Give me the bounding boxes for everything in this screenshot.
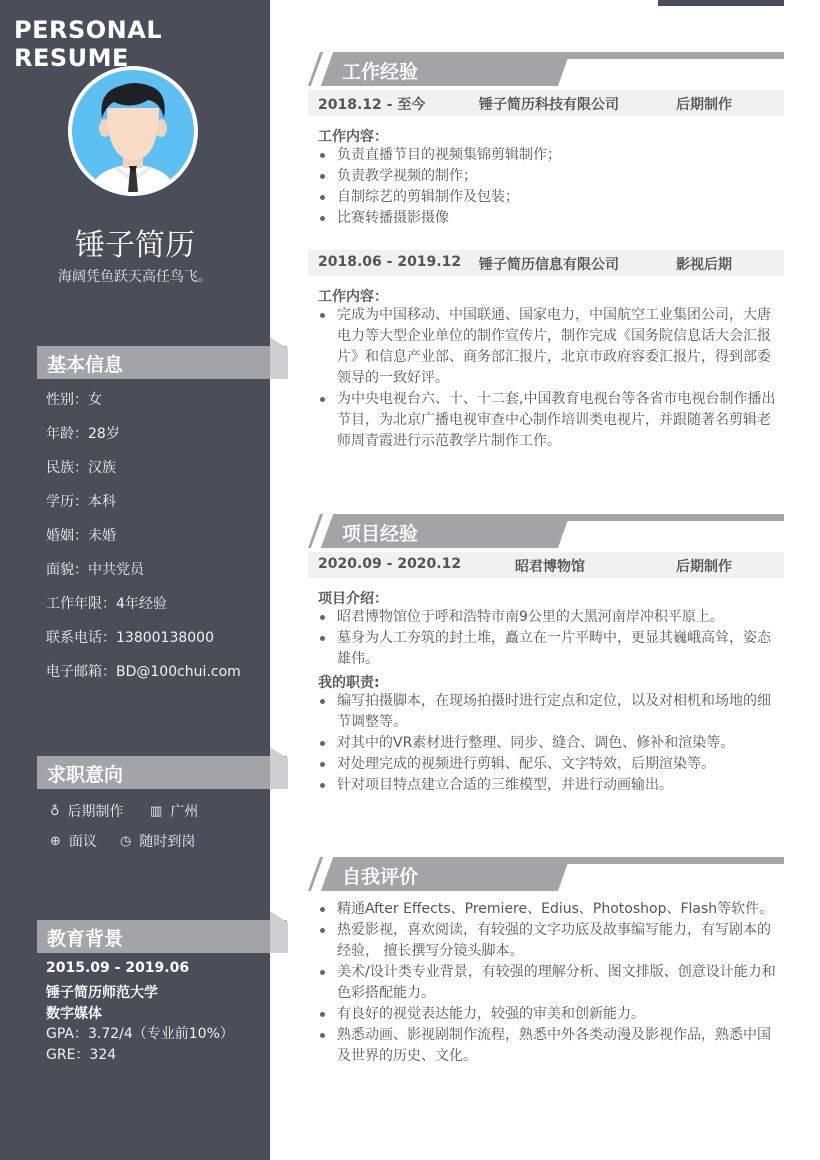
basic-info-header: [37, 346, 287, 379]
info-phone[interactable]: 联系电话：13800138000: [46, 630, 214, 646]
work-section-header: [308, 52, 784, 86]
list-item: 自制综艺的剪辑制作及包装；: [318, 187, 778, 208]
top-accent-bar: [658, 0, 784, 6]
project-entry-header: [308, 552, 784, 578]
edu-gpa: GPA：3.72/4（专业前10%）: [46, 1026, 234, 1042]
project-intro-label: 项目介绍：: [318, 591, 388, 607]
job-intent-header: [37, 756, 287, 789]
intent-availability-text: 随时到岗: [139, 834, 196, 850]
info-degree: 学历：本科: [46, 494, 116, 510]
list-item: 为中央电视台六、十、十二套,中国教育电视台等各省市电视台制作播出节目，为北京广播电视审查中心制作培训类电视片，并跟随著名剪辑老师周青霞进行示范教学片制作工作。: [318, 389, 778, 452]
sidebar: [0, 0, 270, 1160]
project-period: 2020.09 - 2020.12: [318, 556, 462, 572]
edu-gre: GRE：324: [46, 1047, 117, 1063]
intent-salary-text: 面议: [68, 834, 97, 850]
building-icon: ▥: [150, 803, 163, 819]
header-line: [558, 514, 784, 521]
list-item: 比赛转播摄影摄像: [318, 208, 778, 229]
list-item: 熟悉动画、影视剧制作流程，熟悉中外各类动漫及影视作品，熟悉中国及世界的历史、文化。: [318, 1025, 778, 1067]
list-item: 完成为中国移动、中国联通、国家电力，中国航空工业集团公司，大唐电力等大型企业单位的制作宣传片，制作完成《国务院信息话大会汇报片》和信息产业部、商务部汇报片，北京市政府容委汇报片，得到部委领导的一致好评。: [318, 305, 778, 389]
list-item: 美术/设计类专业背景，有较强的理解分析、图文排版、创意设计能力和色彩搭配能力。: [318, 962, 778, 1004]
header-tab-decoration: [270, 337, 288, 379]
work-1-role: 后期制作: [676, 97, 732, 113]
avatar: [68, 66, 198, 196]
clock-icon: ◷: [120, 833, 132, 849]
list-item: 对处理完成的视频进行剪辑、配乐、文字特效，后期渲染等。: [318, 754, 778, 775]
list-item: 墓身为人工夯筑的封土堆，矗立在一片平畴中，更显其巍峨高耸，姿态雄伟。: [318, 628, 778, 670]
intent-availability: [120, 831, 195, 851]
project-heading: 项目经验: [342, 523, 419, 545]
intent-city: [150, 801, 198, 821]
intent-city-text: 广州: [170, 804, 199, 820]
education-header: [37, 920, 287, 953]
edu-period: 2015.09 - 2019.06: [46, 960, 190, 976]
work-heading: 工作经验: [342, 61, 419, 83]
edu-major: 数字媒体: [46, 1006, 102, 1022]
info-marital: 婚姻：未婚: [46, 528, 116, 544]
avatar-illustration-icon: [72, 70, 194, 192]
self-heading: 自我评价: [342, 866, 419, 888]
work-1-company: 锤子简历科技有限公司: [479, 97, 619, 113]
project-duty-list: [318, 691, 778, 796]
header-line: [558, 52, 784, 59]
project-section-header: [308, 514, 784, 548]
list-item: 负责直播节目的视频集锦剪辑制作；: [318, 145, 778, 166]
list-item: 热爱影视，喜欢阅读，有较强的文字功底及故事编写能力，有写剧本的经验， 擅长撰写分镜头脚本。: [318, 920, 778, 962]
work-2-period: 2018.06 - 2019.12: [318, 254, 462, 270]
list-item: 编写拍摄脚本，在现场拍摄时进行定点和定位，以及对相机和场地的细节调整等。: [318, 691, 778, 733]
header-tab-decoration: [270, 747, 288, 789]
tie-icon: ♁: [50, 803, 60, 819]
list-item: 有良好的视觉表达能力，较强的审美和创新能力。: [318, 1004, 778, 1025]
work-1-sub: 工作内容：: [318, 129, 388, 145]
edu-school: 锤子简历师范大学: [46, 985, 158, 1001]
list-item: 精通After Effects、Premiere、Edius、Photoshop、Flash等软件。: [318, 899, 778, 920]
yen-icon: ⊕: [50, 833, 61, 849]
project-name: 昭君博物馆: [515, 559, 585, 575]
work-2-list: [318, 305, 778, 452]
project-intro-list: [318, 607, 778, 670]
work-entry-2-header: [308, 250, 784, 276]
self-section-header: [308, 857, 784, 891]
project-duty-label: 我的职责:: [318, 675, 380, 691]
work-2-company: 锤子简历信息有限公司: [479, 257, 619, 273]
info-political: 面貌：中共党员: [46, 562, 144, 578]
intent-salary: [50, 831, 97, 851]
motto: 海阔凭鱼跃天高任鸟飞。: [58, 269, 212, 285]
header-line: [558, 857, 784, 864]
basic-info-heading: 基本信息: [47, 354, 124, 376]
intent-position-text: 后期制作: [67, 804, 124, 820]
list-item: 负责教学视频的制作；: [318, 166, 778, 187]
work-1-list: [318, 145, 778, 229]
self-list: [318, 899, 778, 1067]
list-item: 对其中的VR素材进行整理、同步、缝合、调色、修补和渲染等。: [318, 733, 778, 754]
work-1-period: 2018.12 - 至今: [318, 97, 426, 113]
intent-position: [50, 801, 124, 821]
work-entry-1-header: [308, 90, 784, 116]
resume-title: PERSONAL RESUME: [14, 16, 163, 72]
header-tab-decoration: [270, 911, 288, 953]
candidate-name: 锤子简历: [75, 228, 195, 263]
info-email[interactable]: 电子邮箱：BD@100chui.com: [46, 664, 241, 680]
info-experience: 工作年限：4年经验: [46, 596, 167, 612]
work-2-sub: 工作内容：: [318, 289, 388, 305]
education-heading: 教育背景: [47, 928, 124, 950]
list-item: 昭君博物馆位于呼和浩特市南9公里的大黑河南岸冲积平原上。: [318, 607, 778, 628]
job-intent-heading: 求职意向: [47, 764, 124, 786]
list-item: 针对项目特点建立合适的三维模型，并进行动画输出。: [318, 775, 778, 796]
work-2-role: 影视后期: [676, 257, 732, 273]
info-ethnicity: 民族：汉族: [46, 460, 116, 476]
project-role: 后期制作: [676, 559, 732, 575]
info-age: 年龄：28岁: [46, 426, 120, 442]
info-gender: 性别：女: [46, 392, 102, 408]
